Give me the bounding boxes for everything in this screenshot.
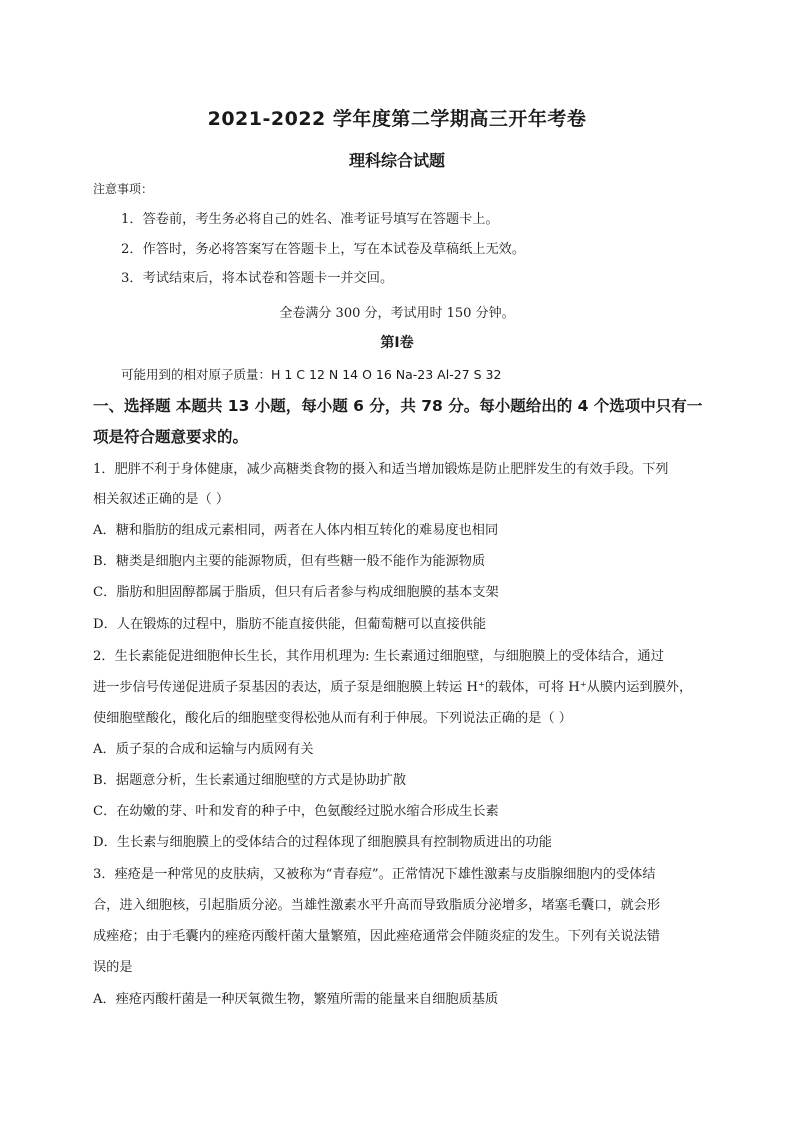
question-1-option-d: D．人在锻炼的过程中，脂肪不能直接供能，但葡萄糖可以直接供能 <box>93 617 487 632</box>
section-heading-line-2: 项是符合题意要求的。 <box>93 428 249 446</box>
note-item: 2．作答时，务必将答案写在答题卡上，写在本试卷及草稿纸上无效。 <box>121 242 526 257</box>
notes-heading: 注意事项： <box>93 182 154 196</box>
question-2-stem: 进一步信号传递促进质子泵基因的表达，质子泵是细胞膜上转运 H⁺的载体，可将 H⁺从膜内运到膜外， <box>93 680 693 695</box>
exam-subtitle: 理科综合试题 <box>348 151 445 170</box>
question-1-option-b: B．糖类是细胞内主要的能源物质，但有些糖一般不能作为能源物质 <box>93 554 486 569</box>
question-3-stem: 误的是 <box>93 960 133 975</box>
question-1-stem: 1．肥胖不利于身体健康，减少高糖类食物的摄入和适当增加锻炼是防止肥胖发生的有效手段。下列 <box>93 462 669 477</box>
note-item: 3．考试结束后，将本试卷和答题卡一并交回。 <box>121 271 394 286</box>
question-3-stem: 成痤疮；由于毛囊内的痤疮丙酸杆菌大量繁殖，因此痤疮通常会伴随炎症的发生。下列有关说法错 <box>93 929 661 944</box>
question-3-stem: 3．痤疮是一种常见的皮肤病，又被称为“青春痘”。正常情况下雄性激素与皮脂腺细胞内的受体结 <box>93 867 656 882</box>
part-title: 第Ⅰ卷 <box>380 335 414 351</box>
section-heading-line-1: 一、选择题 本题共 13 小题，每小题 6 分，共 78 分。每小题给出的 4 个选项中只有一 <box>93 397 703 415</box>
question-3-option-a: A．痤疮丙酸杆菌是一种厌氧微生物，繁殖所需的能量来自细胞质基质 <box>93 992 499 1007</box>
question-2-option-d: D．生长素与细胞膜上的受体结合的过程体现了细胞膜具有控制物质进出的功能 <box>93 835 552 850</box>
question-1-option-a: A．糖和脂肪的组成元素相同，两者在人体内相互转化的难易度也相同 <box>93 523 499 538</box>
score-info: 全卷满分 300 分，考试用时 150 分钟。 <box>279 306 515 321</box>
question-2-option-a: A．质子泵的合成和运输与内质网有关 <box>93 742 314 757</box>
question-1-option-c: C．脂肪和胆固醇都属于脂质，但只有后者参与构成细胞膜的基本支架 <box>93 585 499 600</box>
question-2-stem: 2．生长素能促进细胞伸长生长，其作用机理为: 生长素通过细胞壁，与细胞膜上的受体结合，通过 <box>93 649 664 664</box>
question-2-option-c: C．在幼嫩的芽、叶和发育的种子中，色氨酸经过脱水缩合形成生长素 <box>93 804 499 819</box>
atomic-mass-line: 可能用到的相对原子质量：H 1 C 12 N 14 O 16 Na-23 Al-27 S 32 <box>121 367 502 382</box>
question-2-option-b: B．据题意分析，生长素通过细胞壁的方式是协助扩散 <box>93 773 407 788</box>
question-1-stem: 相关叙述正确的是（ ） <box>93 492 230 507</box>
exam-title: 2021-2022 学年度第二学期高三开年考卷 <box>207 108 587 130</box>
question-3-stem: 合，进入细胞核，引起脂质分泌。当雄性激素水平升高而导致脂质分泌增多，堵塞毛囊口，就会形 <box>93 898 661 913</box>
question-2-stem: 使细胞壁酸化，酸化后的细胞壁变得松弛从而有利于伸展。下列说法正确的是（ ） <box>93 711 572 726</box>
note-item: 1．答卷前，考生务必将自己的姓名、准考证号填写在答题卡上。 <box>121 212 499 227</box>
